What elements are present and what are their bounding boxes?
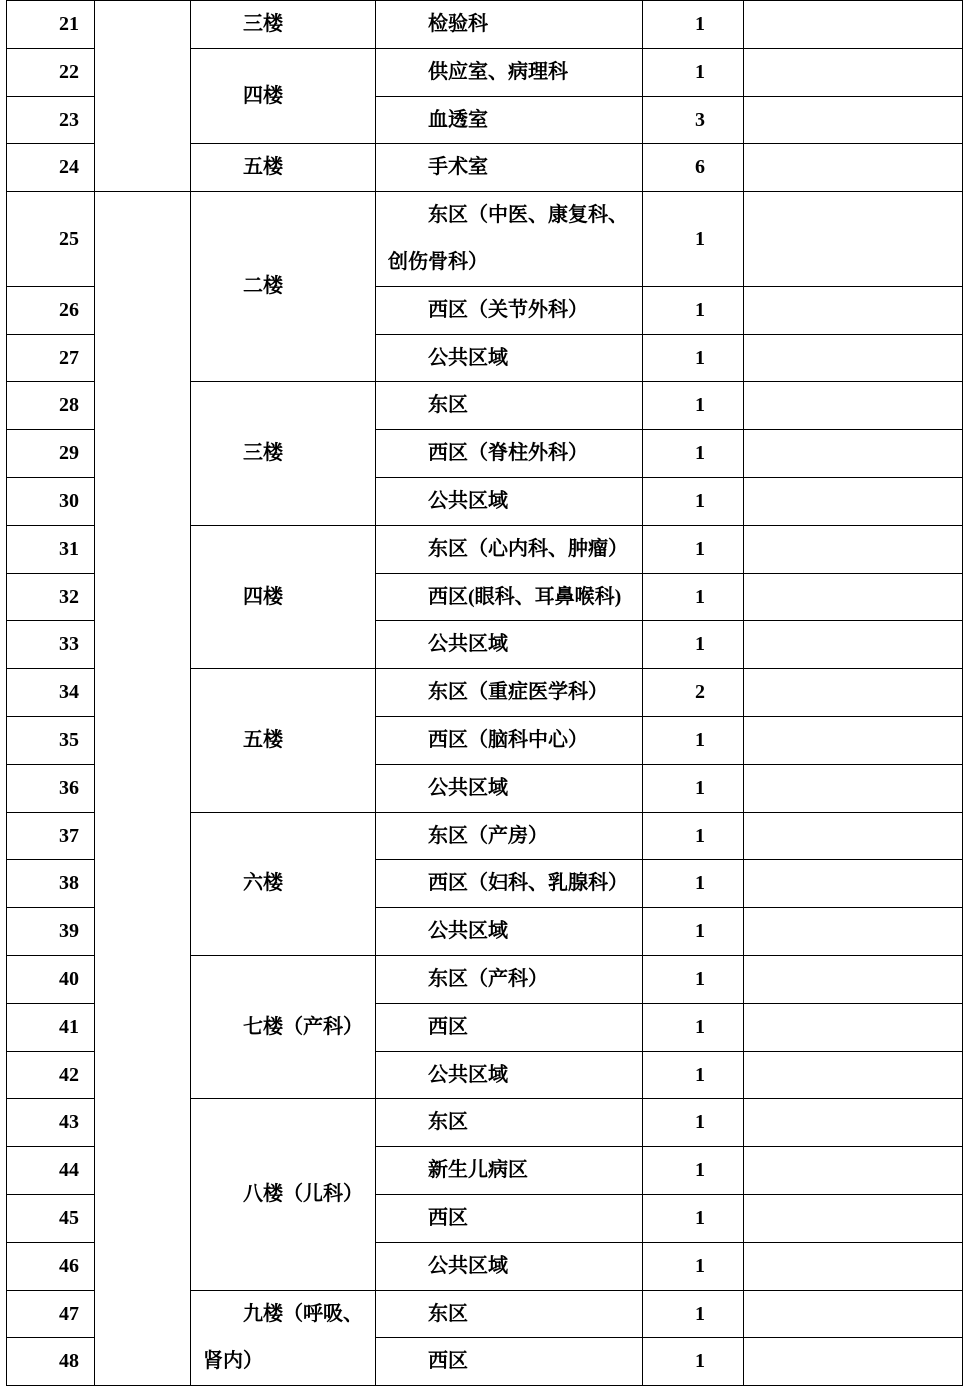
floor-cell: 五楼: [191, 144, 376, 192]
area-cell: 东区（重症医学科）: [376, 669, 643, 717]
blank-cell: [744, 669, 963, 717]
count-cell: 1: [643, 716, 744, 764]
area-cell: 西区(眼科、耳鼻喉科): [376, 573, 643, 621]
blank-cell: [744, 716, 963, 764]
area-cell: 检验科: [376, 1, 643, 49]
area-cell: 公共区域: [376, 1242, 643, 1290]
blank-cell: [744, 1242, 963, 1290]
area-cell: 西区: [376, 1194, 643, 1242]
blank-cell: [744, 1099, 963, 1147]
area-cell: 西区: [376, 1003, 643, 1051]
area-cell: 公共区域: [376, 334, 643, 382]
item-number: 47: [7, 1290, 95, 1338]
blank-cell: [744, 48, 963, 96]
blank-cell: [744, 573, 963, 621]
item-number: 39: [7, 908, 95, 956]
area-cell: 东区（中医、康复科、 创伤骨科）: [376, 192, 643, 287]
item-number: 36: [7, 764, 95, 812]
area-cell: 公共区域: [376, 764, 643, 812]
blank-cell: [95, 1, 191, 192]
area-cell: 新生儿病区: [376, 1147, 643, 1195]
item-number: 26: [7, 286, 95, 334]
area-cell: 公共区域: [376, 908, 643, 956]
blank-cell: [744, 382, 963, 430]
blank-cell: [744, 144, 963, 192]
blank-cell: [744, 1194, 963, 1242]
floor-cell: 四楼: [191, 48, 376, 144]
item-number: 46: [7, 1242, 95, 1290]
floor-cell: 五楼: [191, 669, 376, 812]
blank-cell: [744, 812, 963, 860]
count-cell: 1: [643, 382, 744, 430]
item-number: 31: [7, 525, 95, 573]
area-cell: 西区（脑科中心）: [376, 716, 643, 764]
area-cell: 东区: [376, 1290, 643, 1338]
item-number: 45: [7, 1194, 95, 1242]
area-cell: 供应室、病理科: [376, 48, 643, 96]
area-cell: 东区（心内科、肿瘤）: [376, 525, 643, 573]
item-number: 35: [7, 716, 95, 764]
item-number: 21: [7, 1, 95, 49]
blank-cell: [744, 477, 963, 525]
item-number: 34: [7, 669, 95, 717]
blank-cell: [744, 860, 963, 908]
count-cell: 1: [643, 621, 744, 669]
blank-cell: [744, 96, 963, 144]
blank-cell: [744, 1147, 963, 1195]
item-number: 38: [7, 860, 95, 908]
item-number: 33: [7, 621, 95, 669]
item-number: 30: [7, 477, 95, 525]
count-cell: 1: [643, 430, 744, 478]
count-cell: 2: [643, 669, 744, 717]
count-cell: 1: [643, 860, 744, 908]
blank-cell: [744, 1290, 963, 1338]
item-number: 23: [7, 96, 95, 144]
count-cell: 1: [643, 1338, 744, 1386]
count-cell: 1: [643, 1, 744, 49]
count-cell: 1: [643, 1194, 744, 1242]
count-cell: 1: [643, 1051, 744, 1099]
item-number: 44: [7, 1147, 95, 1195]
blank-cell: [744, 334, 963, 382]
count-cell: 1: [643, 525, 744, 573]
area-cell: 东区（产房）: [376, 812, 643, 860]
item-number: 25: [7, 192, 95, 287]
blank-cell: [744, 1003, 963, 1051]
area-cell: 血透室: [376, 96, 643, 144]
blank-cell: [744, 764, 963, 812]
blank-cell: [744, 955, 963, 1003]
blank-cell: [744, 1051, 963, 1099]
floor-cell: 三楼: [191, 382, 376, 525]
floor-cell: 四楼: [191, 525, 376, 668]
area-cell: 西区（妇科、乳腺科）: [376, 860, 643, 908]
blank-cell: [744, 286, 963, 334]
floor-cell: 七楼（产科）: [191, 955, 376, 1098]
blank-cell: [744, 430, 963, 478]
count-cell: 1: [643, 908, 744, 956]
item-number: 27: [7, 334, 95, 382]
table-row: [7, 192, 963, 287]
area-cell: 公共区域: [376, 621, 643, 669]
item-number: 29: [7, 430, 95, 478]
blank-cell: [744, 1338, 963, 1386]
item-number: 48: [7, 1338, 95, 1386]
item-number: 37: [7, 812, 95, 860]
blank-cell: [744, 908, 963, 956]
item-number: 42: [7, 1051, 95, 1099]
item-number: 32: [7, 573, 95, 621]
count-cell: 1: [643, 286, 744, 334]
item-number: 22: [7, 48, 95, 96]
count-cell: 3: [643, 96, 744, 144]
count-cell: 1: [643, 1099, 744, 1147]
count-cell: 1: [643, 477, 744, 525]
floor-cell: 六楼: [191, 812, 376, 955]
blank-cell: [95, 192, 191, 1386]
floor-cell: 三楼: [191, 1, 376, 49]
area-cell: 西区（脊柱外科）: [376, 430, 643, 478]
count-cell: 1: [643, 48, 744, 96]
count-cell: 6: [643, 144, 744, 192]
count-cell: 1: [643, 192, 744, 287]
floor-cell: 八楼（儿科）: [191, 1099, 376, 1290]
area-cell: 公共区域: [376, 1051, 643, 1099]
blank-cell: [744, 192, 963, 287]
count-cell: 1: [643, 1147, 744, 1195]
count-cell: 1: [643, 812, 744, 860]
blank-cell: [744, 525, 963, 573]
area-cell: 西区（关节外科）: [376, 286, 643, 334]
count-cell: 1: [643, 1290, 744, 1338]
floor-cell: 二楼: [191, 192, 376, 382]
item-number: 41: [7, 1003, 95, 1051]
count-cell: 1: [643, 334, 744, 382]
blank-cell: [744, 1, 963, 49]
count-cell: 1: [643, 764, 744, 812]
blank-cell: [744, 621, 963, 669]
table-row: [7, 1, 963, 49]
item-number: 24: [7, 144, 95, 192]
floor-cell: 九楼（呼吸、 肾内）: [191, 1290, 376, 1386]
item-number: 28: [7, 382, 95, 430]
area-cell: 东区: [376, 1099, 643, 1147]
item-number: 40: [7, 955, 95, 1003]
count-cell: 1: [643, 955, 744, 1003]
area-cell: 东区（产科）: [376, 955, 643, 1003]
area-cell: 公共区域: [376, 477, 643, 525]
area-cell: 手术室: [376, 144, 643, 192]
count-cell: 1: [643, 1003, 744, 1051]
count-cell: 1: [643, 1242, 744, 1290]
area-cell: 西区: [376, 1338, 643, 1386]
data-table: [6, 0, 963, 1386]
item-number: 43: [7, 1099, 95, 1147]
count-cell: 1: [643, 573, 744, 621]
area-cell: 东区: [376, 382, 643, 430]
